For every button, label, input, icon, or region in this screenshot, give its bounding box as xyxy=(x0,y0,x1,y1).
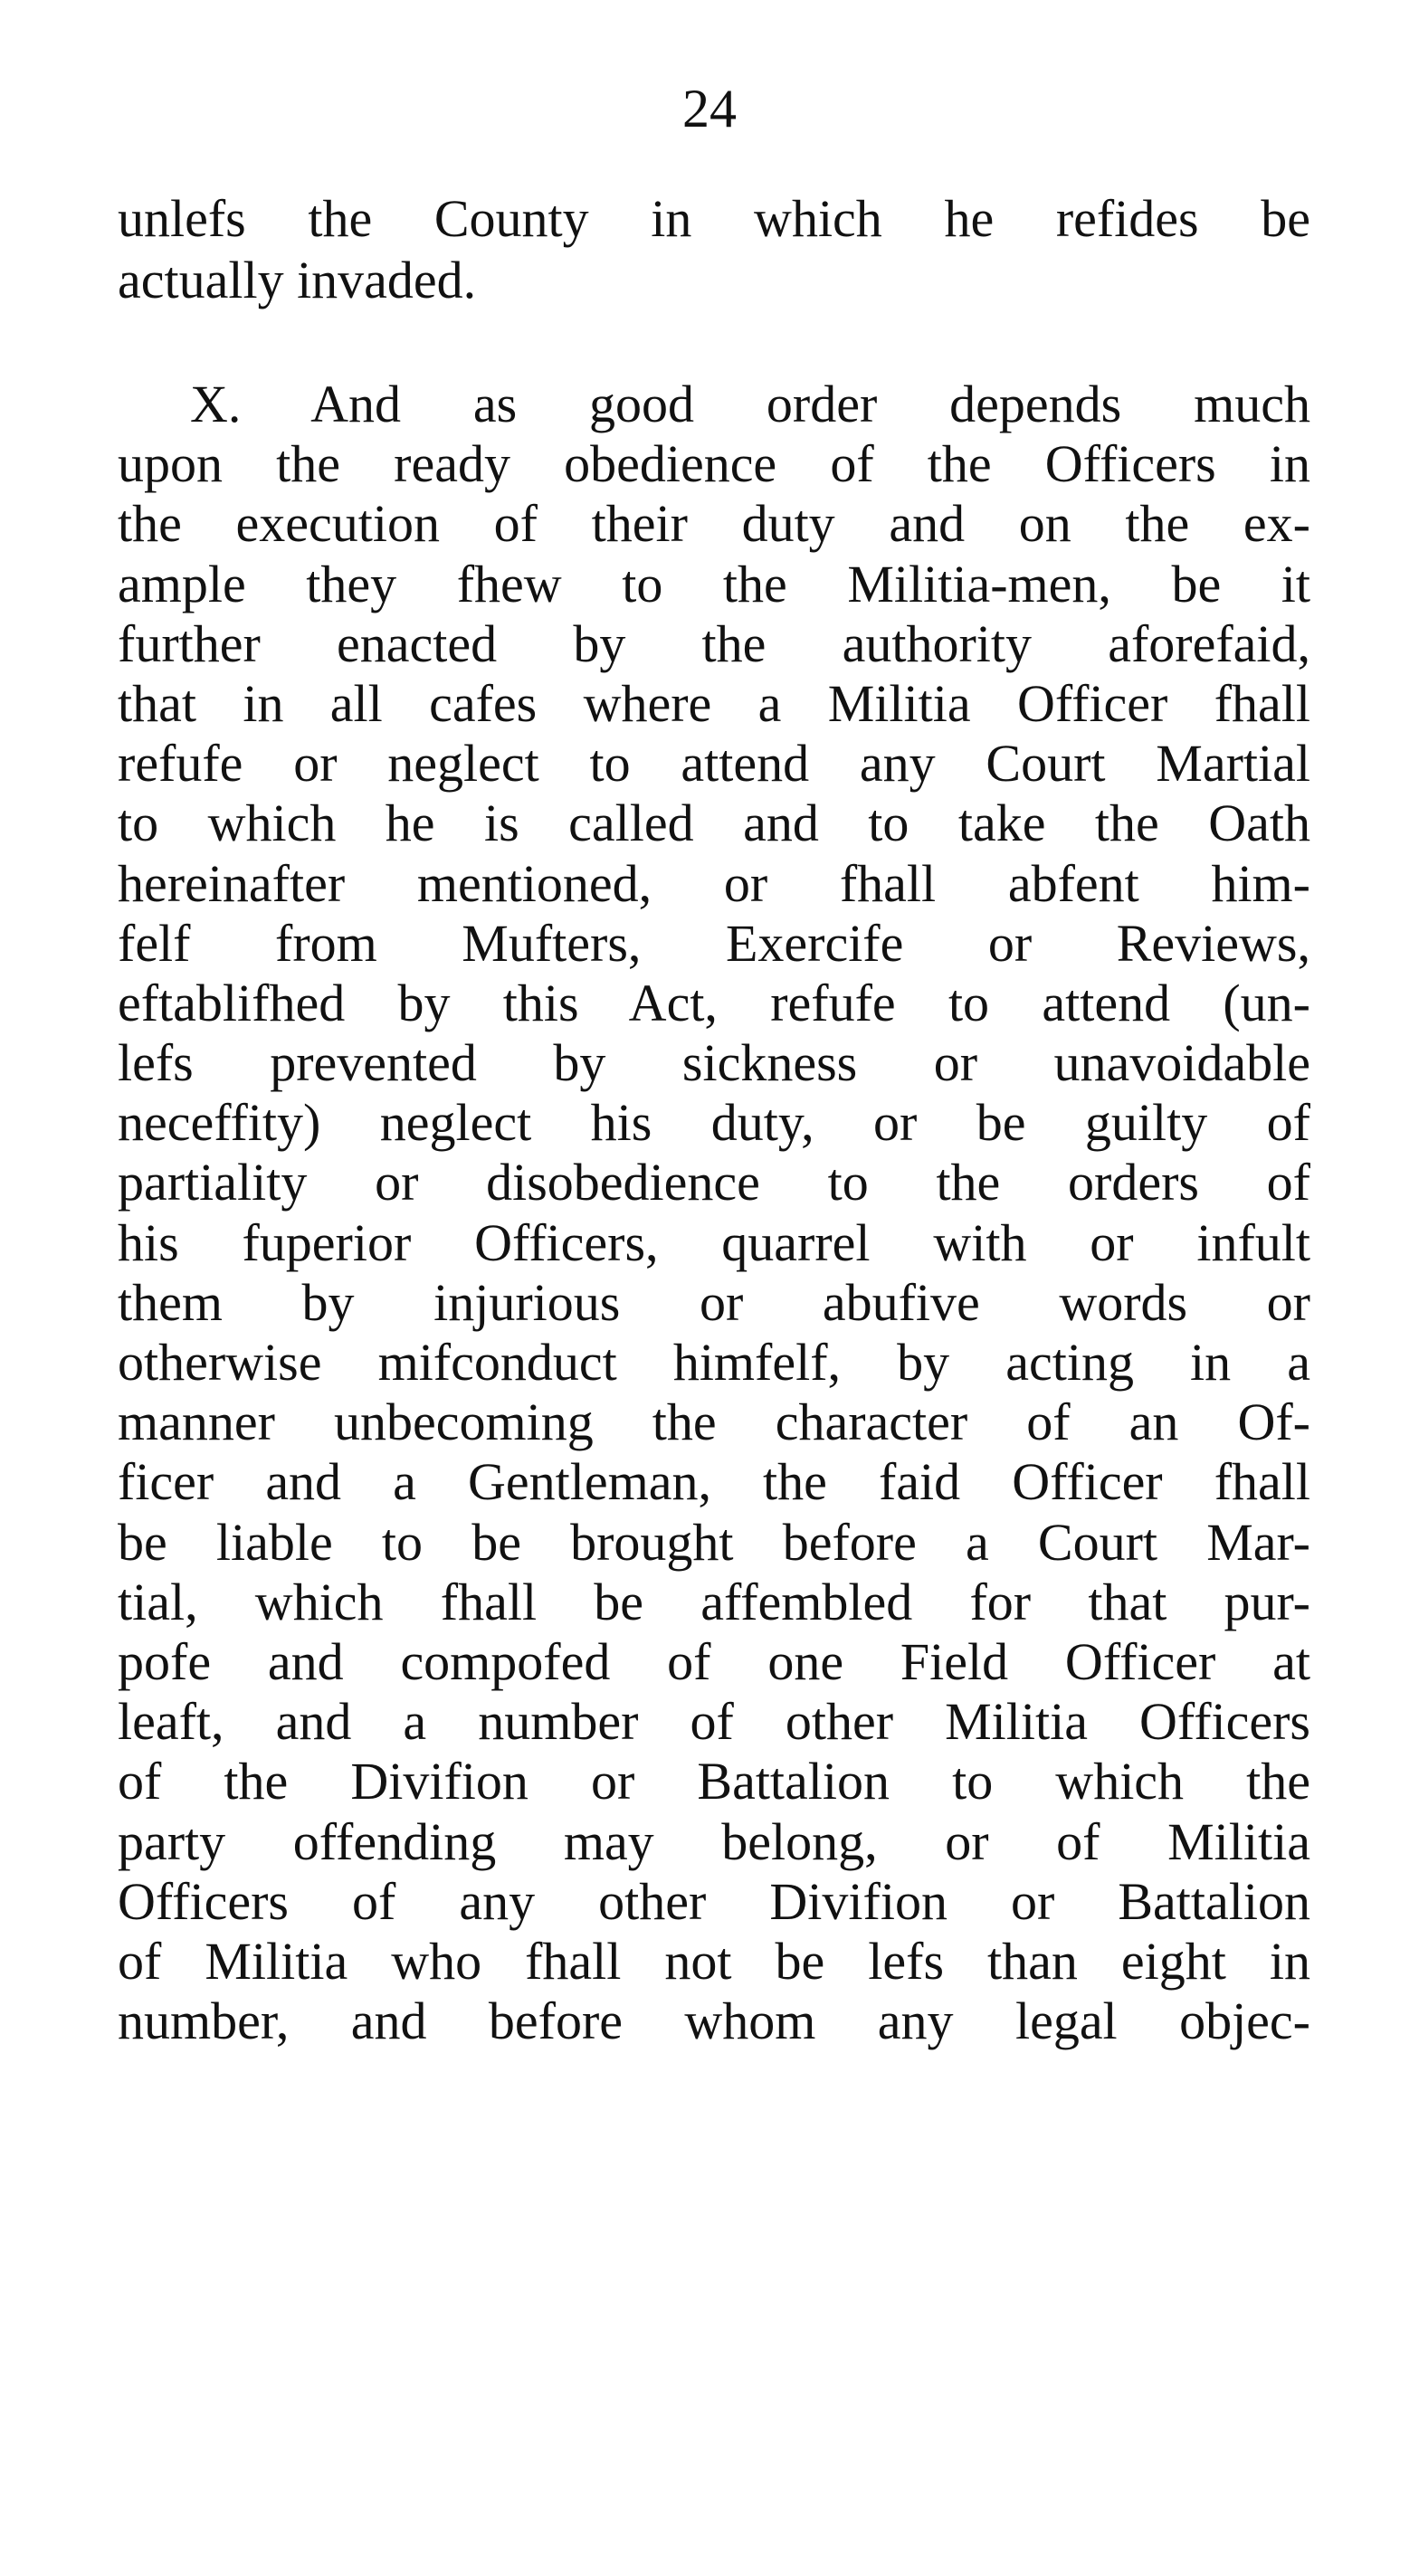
text-line: upon the ready obedience of the Officers in xyxy=(118,434,1310,494)
text-line: ficer and a Gentleman, the faid Officer fhall xyxy=(118,1452,1310,1512)
paragraph-continuation xyxy=(118,188,1310,311)
text-line: of Militia who fhall not be lefs than eight in xyxy=(118,1931,1310,1991)
text-line: neceffity) neglect his duty, or be guilty of xyxy=(118,1093,1310,1153)
text-line: pofe and compofed of one Field Officer at xyxy=(118,1631,1310,1691)
text-line: Officers of any other Divifion or Battalion xyxy=(118,1871,1310,1931)
text-line: party offending may belong, or of Militia xyxy=(118,1811,1310,1871)
text-line: be liable to be brought before a Court Mar- xyxy=(118,1512,1310,1572)
text-line: refufe or neglect to attend any Court Martial xyxy=(118,734,1310,794)
text-line: number, and before whom any legal objec- xyxy=(118,1991,1310,2051)
text-line: his fuperior Officers, quarrel with or infult xyxy=(118,1212,1310,1272)
text-line: of the Divifion or Battalion to which the xyxy=(118,1752,1310,1811)
text-line: to which he is called and to take the Oath xyxy=(118,794,1310,853)
text-line: that in all cafes where a Militia Officer fhall xyxy=(118,673,1310,733)
text-line: ample they fhew to the Militia-men, be it xyxy=(118,554,1310,613)
text-line: leaft, and a number of other Militia Officers xyxy=(118,1692,1310,1752)
text-line: tial, which fhall be affembled for that pur- xyxy=(118,1572,1310,1631)
paragraph-section-x xyxy=(118,375,1310,2051)
text-line: the execution of their duty and on the ex- xyxy=(118,494,1310,554)
text-line: further enacted by the authority aforefaid, xyxy=(118,613,1310,673)
text-line: felf from Mufters, Exercife or Reviews, xyxy=(118,913,1310,973)
text-line: unlefs the County in which he refides be xyxy=(118,189,1310,248)
text-line: actually invaded. xyxy=(118,251,477,309)
text-line: lefs prevented by sickness or unavoidable xyxy=(118,1033,1310,1093)
text-line: hereinafter mentioned, or fhall abfent him- xyxy=(118,853,1310,913)
text-line: X. And as good order depends much xyxy=(190,375,1310,433)
text-line: otherwise mifconduct himfelf, by acting in a xyxy=(118,1333,1310,1392)
text-line: manner unbecoming the character of an Of- xyxy=(118,1393,1310,1452)
text-line: eftablifhed by this Act, refufe to attend (un- xyxy=(118,973,1310,1032)
text-line: partiality or disobedience to the orders of xyxy=(118,1153,1310,1212)
text-line: them by injurious or abufive words or xyxy=(118,1272,1310,1332)
page-number: 24 xyxy=(682,79,737,138)
